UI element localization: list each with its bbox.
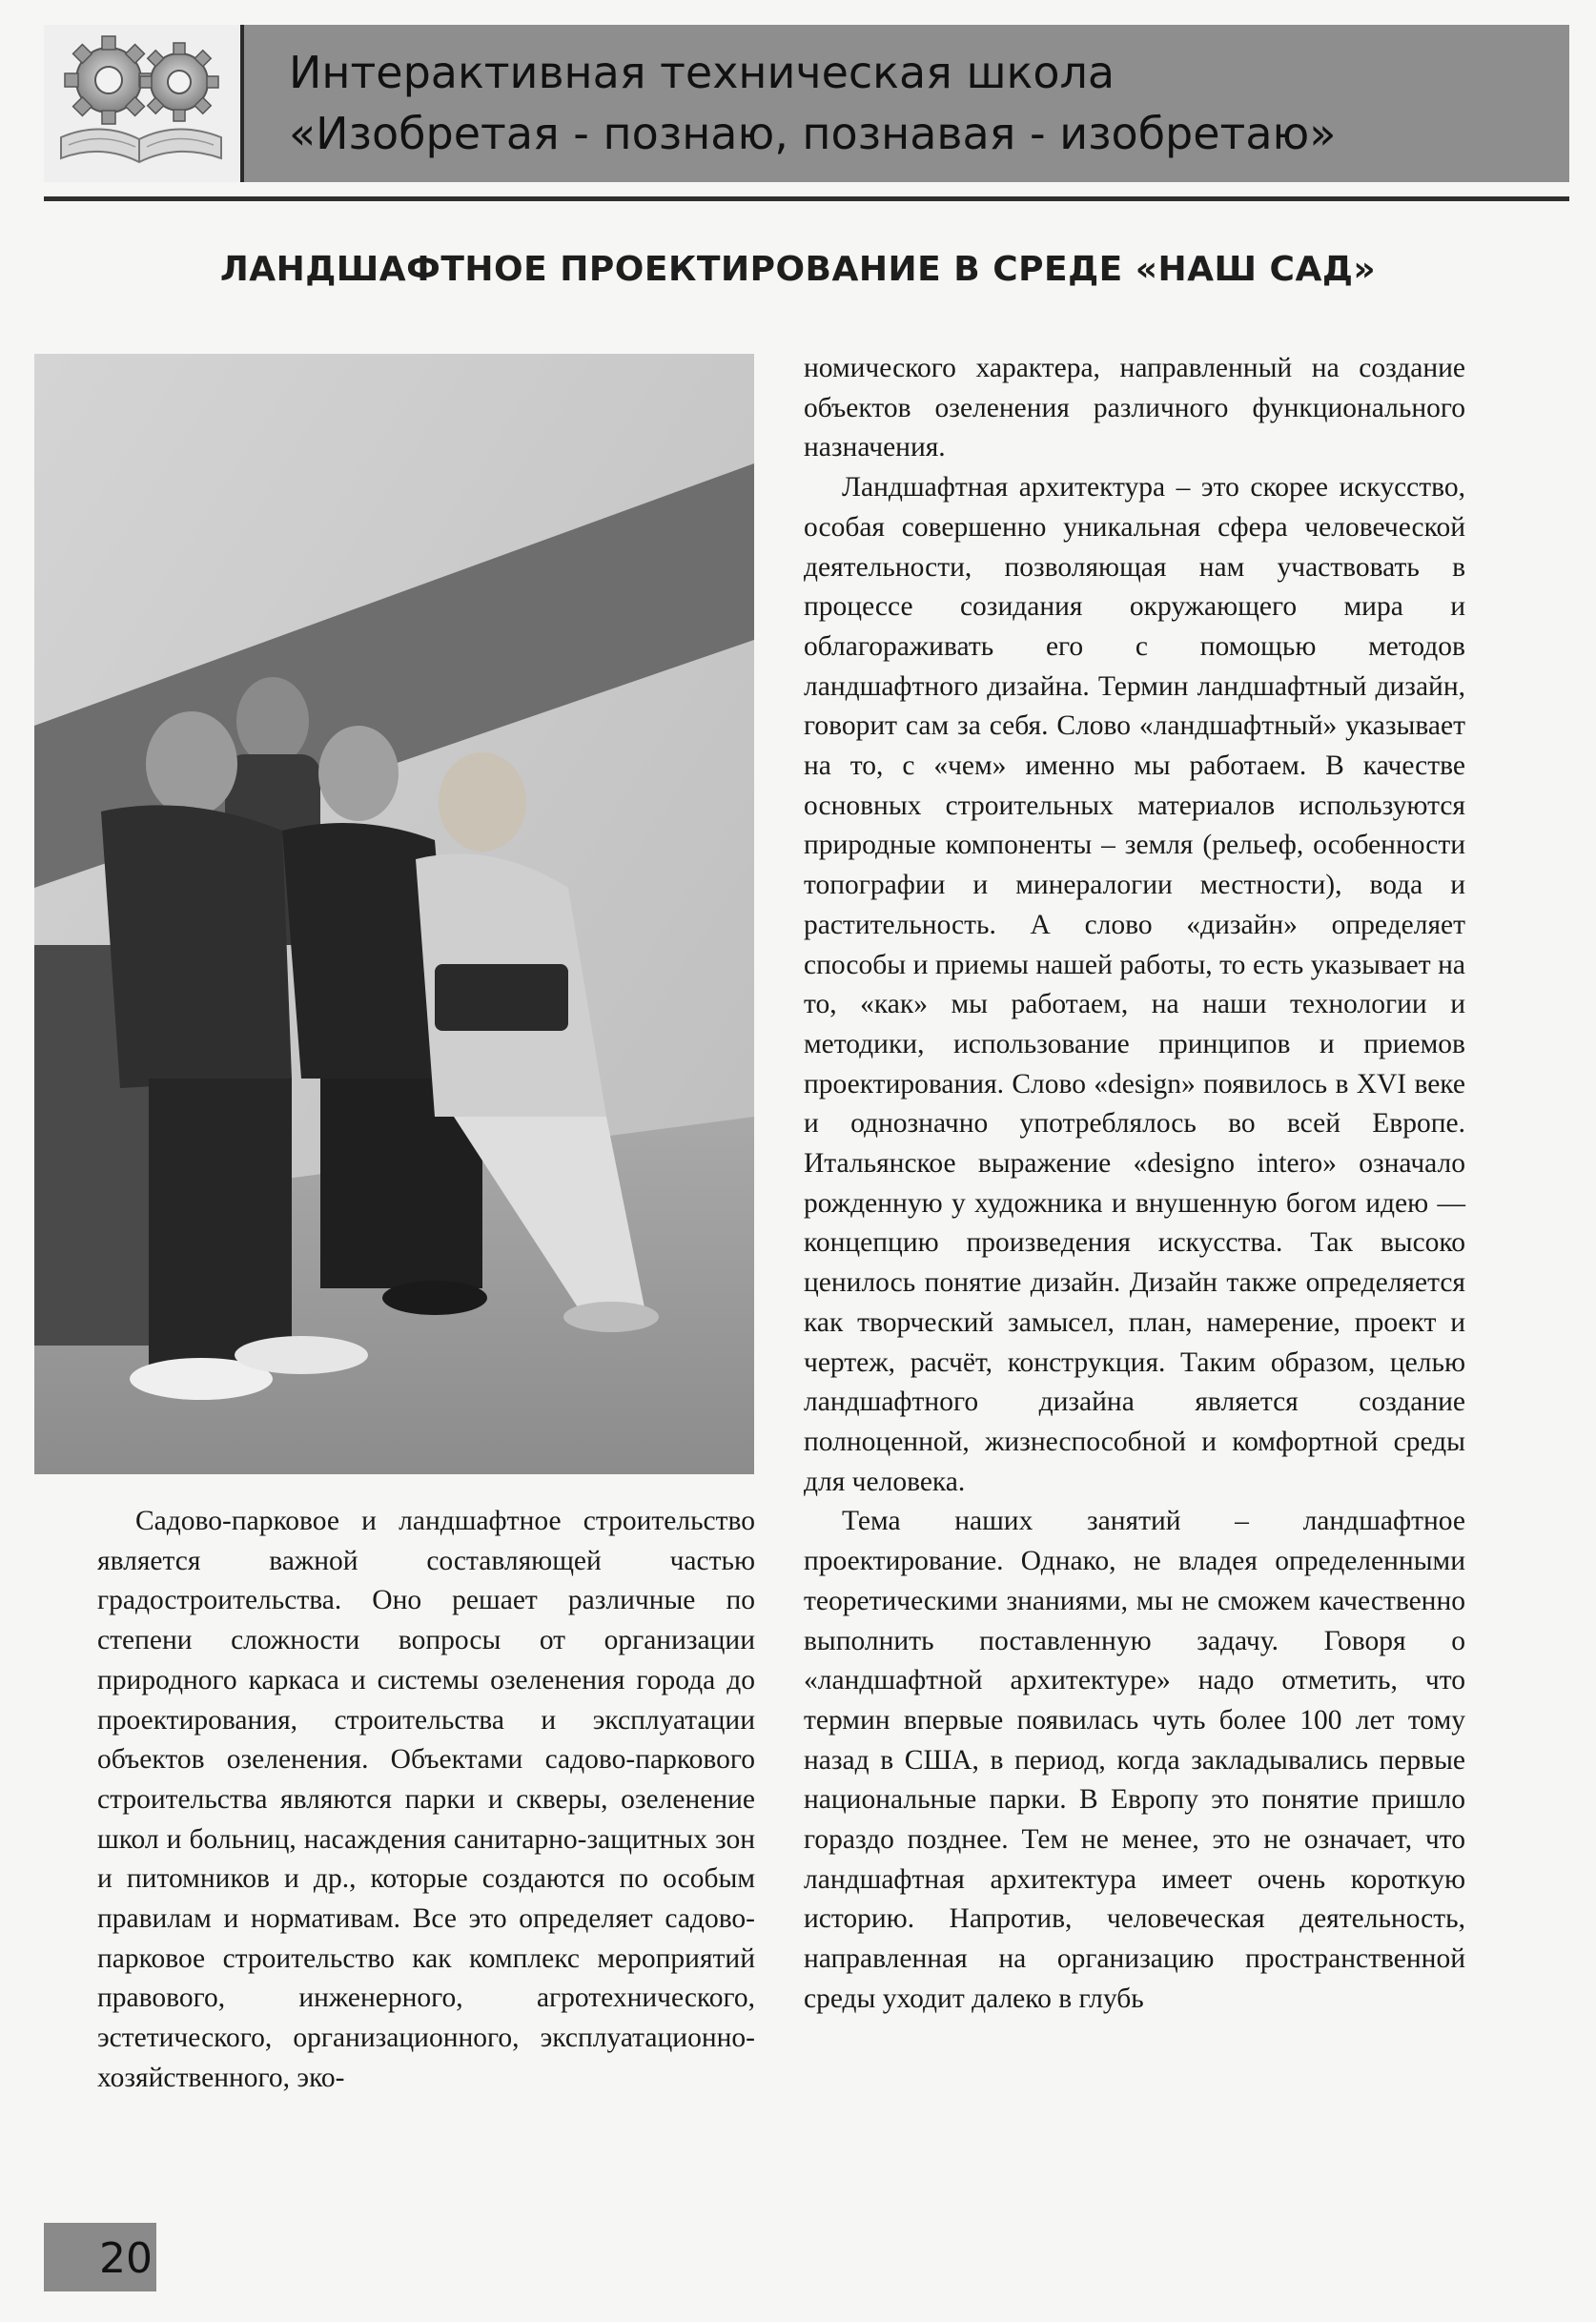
paragraph: Садово-парковое и ландшафтное строительство является важной составляющей частью градостроительства. Оно решает различные по степени сложности вопросы от организации природного каркаса и системы озеленения города до проектирования, строительства и эксплуатации объектов озеленения. Объектами садово-паркового строительства являются парки и скверы, озеленение школ и больниц, насаждения санитарно-защитных зон и питомников и др., которые создаются по особым правилам и нормативам. Все это определяет садово-парковое строительство как комплекс мероприятий правового, инженерного, агротехнического, эстетического, организационного, эксплуатационно-хозяйственного, эко- (97, 1506, 755, 2093)
left-text-column (97, 1502, 755, 2099)
page-number-box (44, 2223, 156, 2291)
group-photo (34, 354, 754, 1474)
paragraph: номического характера, направленный на создание объектов озеленения различного функционального назначения. (804, 353, 1465, 463)
logo (44, 25, 240, 182)
header-title (289, 42, 1336, 164)
right-text-column (804, 349, 1465, 2020)
header-title-line-1: Интерактивная техническая школа (289, 47, 1115, 98)
paragraph: Ландшафтная архитектура – это скорее искусство, особая совершенно уникальная сфера человеческой деятельности, позволяющая нам участвовать в процессе созидания окружающего мира и облагораживать его с помощью методов ландшафтного дизайна. Термин ландшафтный дизайн, говорит сам за себя. Слово «ландшафтный» указывает на то, с «чем» именно мы работаем. В качестве основных строительных материалов используются природные компоненты – земля (рельеф, особенности топографии и минералогии местности), вода и растительность. А слово «дизайн» определяет способы и приемы нашей работы, то есть указывает на то, «как» мы работаем, на наши технологии и методики, использование принципов и приемов проектирования. Слово «design» появилось в XVI веке и однозначно употреблялось во всей Европе. Итальянское выражение «designo intero» означало рожденную у художника и внушенную богом идею — концепцию произведения искусства. Так высоко ценилось понятие дизайн. Дизайн также определяется как творческий замысел, план, намерение, проект и чертеж, расчёт, конструкция. Таким образом, целью ландшафтного дизайна является создание полноценной, жизнеспособной и комфортной среды для человека. (804, 472, 1465, 1497)
header-title-line-2: «Изобретая - познаю, познавая - изобретаю» (289, 108, 1337, 159)
gears-book-icon (44, 25, 240, 182)
paragraph: Тема наших занятий – ландшафтное проектирование. Однако, не владея определенными теоретическими знаниями, мы не сможем качественно выполнить поставленную задачу. Говоря о «ландшафтной архитектуре» надо отметить, что термин впервые появилась чуть более 100 лет тому назад в США, в период, когда закладывались первые национальные парки. В Европу это понятие пришло гораздо позднее. Тем не менее, это не означает, что ландшафтная архитектура имеет очень короткую историю. Напротив, человеческая деятельность, направленная на организацию пространственной среды уходит далеко в глубь (804, 1506, 1465, 2014)
page-number: 20 (99, 2234, 153, 2283)
header-band (44, 25, 1569, 182)
header-underline (44, 196, 1569, 201)
article-title: ЛАНДШАФТНОЕ ПРОЕКТИРОВАНИЕ В СРЕДЕ «НАШ САД» (219, 250, 1377, 289)
